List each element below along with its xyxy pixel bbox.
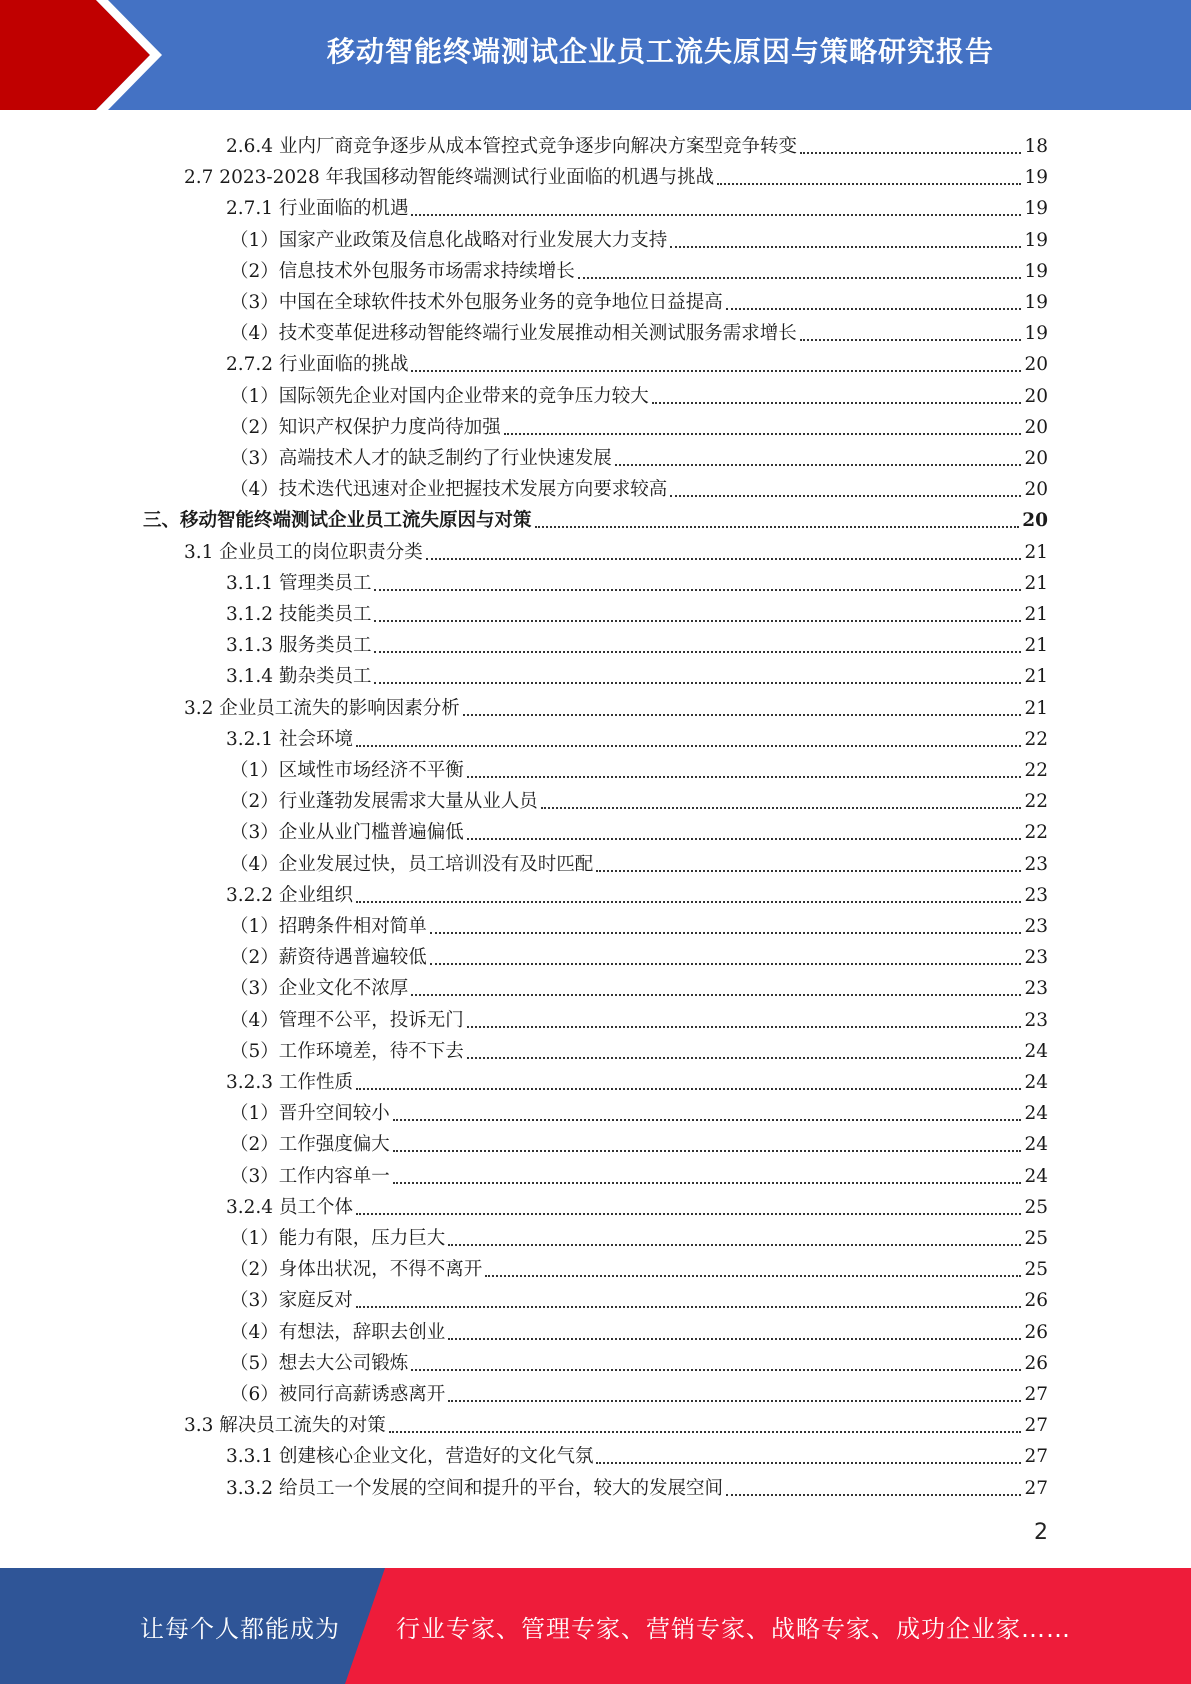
toc-entry[interactable] <box>230 222 1048 253</box>
toc-entry-page: 27 <box>1024 1446 1048 1468</box>
toc-leader-dots <box>448 1244 1021 1246</box>
toc-entry-page: 19 <box>1024 323 1048 345</box>
toc-entry-page: 25 <box>1024 1228 1048 1249</box>
toc-entry-label: 3.3.1 创建核心企业文化，营造好的文化气氛 <box>226 1446 594 1468</box>
toc-entry[interactable] <box>184 534 1048 565</box>
toc-leader-dots <box>356 1213 1022 1215</box>
toc-leader-dots <box>356 901 1022 903</box>
toc-entry-page: 23 <box>1024 884 1048 906</box>
page-number: 2 <box>1034 1520 1048 1545</box>
toc-entry-page: 22 <box>1024 728 1048 750</box>
toc-leader-dots <box>467 776 1022 778</box>
toc-entry[interactable] <box>230 409 1048 440</box>
toc-entry-label: 3.2.1 社会环境 <box>226 728 353 750</box>
toc-entry-page: 22 <box>1024 822 1048 844</box>
toc-entry-label: 3.1 企业员工的岗位职责分类 <box>184 541 423 563</box>
toc-leader-dots <box>578 277 1022 279</box>
toc-leader-dots <box>430 963 1022 965</box>
toc-entry[interactable] <box>230 253 1048 284</box>
toc-entry-label: 3.2 企业员工流失的影响因素分析 <box>184 697 460 719</box>
toc-leader-dots <box>393 1182 1022 1184</box>
toc-leader-dots <box>448 1338 1021 1340</box>
toc-entry[interactable] <box>230 752 1048 783</box>
toc-entry[interactable] <box>230 1282 1048 1313</box>
toc-entry[interactable] <box>230 970 1048 1001</box>
toc-entry-page: 20 <box>1022 510 1048 532</box>
toc-entry-page: 26 <box>1024 1321 1048 1343</box>
toc-leader-dots <box>389 1431 1022 1433</box>
toc-entry[interactable] <box>226 596 1048 627</box>
page-header <box>0 0 1191 110</box>
toc-entry[interactable] <box>184 1407 1048 1438</box>
toc-entry[interactable] <box>230 908 1048 939</box>
toc-entry-label: （4）管理不公平，投诉无门 <box>230 1009 464 1031</box>
toc-entry-page: 19 <box>1024 167 1048 189</box>
toc-entry[interactable] <box>230 939 1048 970</box>
toc-leader-dots <box>504 433 1022 435</box>
toc-entry-label: （2）知识产权保护力度尚待加强 <box>230 416 501 438</box>
footer-slogan: 让每个人都能成为 <box>140 1614 340 1643</box>
toc-leader-dots <box>411 214 1021 216</box>
toc-entry[interactable] <box>226 627 1048 658</box>
toc-entry[interactable] <box>230 1376 1048 1407</box>
toc-entry-page: 18 <box>1024 136 1048 157</box>
toc-entry-page: 19 <box>1024 292 1048 313</box>
toc-entry-page: 23 <box>1024 978 1048 1000</box>
toc-entry-label: （3）企业从业门槛普遍偏低 <box>230 822 464 844</box>
toc-entry-label: 3.1.3 服务类员工 <box>226 635 372 657</box>
toc-leader-dots <box>800 339 1022 341</box>
toc-leader-dots <box>426 558 1022 560</box>
toc-entry-page: 27 <box>1024 1415 1048 1437</box>
toc-entry-label: 3.2.3 工作性质 <box>226 1072 353 1093</box>
toc-entry[interactable] <box>230 1345 1048 1376</box>
toc-entry-page: 21 <box>1024 541 1048 563</box>
toc-entry-label: 3.3 解决员工流失的对策 <box>184 1415 386 1437</box>
toc-entry-label: 3.2.2 企业组织 <box>226 884 353 906</box>
toc-entry-label: （2）信息技术外包服务市场需求持续增长 <box>230 260 575 282</box>
toc-entry-page: 25 <box>1024 1196 1048 1218</box>
toc-entry-label: （4）有想法，辞职去创业 <box>230 1321 446 1343</box>
toc-leader-dots <box>670 495 1021 497</box>
toc-entry-label: （2）薪资待遇普遍较低 <box>230 947 427 969</box>
toc-leader-dots <box>393 1150 1022 1152</box>
toc-entry[interactable] <box>226 721 1048 752</box>
toc-leader-dots <box>356 745 1022 747</box>
toc-entry-page: 23 <box>1024 1009 1048 1031</box>
toc-entry[interactable] <box>230 471 1048 502</box>
toc-leader-dots <box>726 1494 1021 1496</box>
toc-entry-page: 24 <box>1024 1040 1048 1062</box>
toc-entry[interactable] <box>230 1220 1048 1251</box>
toc-entry[interactable] <box>184 690 1048 721</box>
toc-entry-label: 2.7 2023-2028 年我国移动智能终端测试行业面临的机遇与挑战 <box>184 167 715 189</box>
report-title: 移动智能终端测试企业员工流失原因与策略研究报告 <box>326 35 994 68</box>
toc-entry-label: 2.6.4 业内厂商竞争逐步从成本管控式竞争逐步向解决方案型竞争转变 <box>226 136 797 157</box>
toc-leader-dots <box>430 932 1022 934</box>
toc-entry[interactable] <box>230 1314 1048 1345</box>
toc-entry[interactable] <box>226 658 1048 689</box>
toc-entry-label: （3）工作内容单一 <box>230 1165 390 1187</box>
toc-leader-dots <box>535 526 1020 528</box>
toc-entry-page: 19 <box>1024 198 1048 220</box>
toc-entry[interactable] <box>230 814 1048 845</box>
toc-entry-page: 23 <box>1024 853 1048 875</box>
toc-entry[interactable] <box>226 1470 1048 1501</box>
toc-entry-label: （5）想去大公司锻炼 <box>230 1352 409 1374</box>
toc-leader-dots <box>374 682 1021 684</box>
toc-entry[interactable] <box>184 159 1048 190</box>
toc-entry[interactable] <box>230 284 1048 315</box>
toc-leader-dots <box>596 870 1021 872</box>
toc-entry[interactable] <box>226 877 1048 908</box>
toc-entry-page: 24 <box>1024 1134 1048 1156</box>
toc-leader-dots <box>463 714 1022 716</box>
toc-entry[interactable] <box>226 346 1048 377</box>
toc-entry-label: （2）工作强度偏大 <box>230 1134 390 1156</box>
toc-entry-label: （1）区域性市场经济不平衡 <box>230 760 464 781</box>
toc-entry[interactable] <box>226 1064 1048 1095</box>
toc-entry-label: （5）工作环境差，待不下去 <box>230 1040 464 1062</box>
toc-entry-page: 21 <box>1024 635 1048 657</box>
toc-leader-dots <box>726 308 1022 310</box>
toc-leader-dots <box>467 1026 1022 1028</box>
toc-entry-page: 27 <box>1024 1384 1048 1405</box>
toc-entry[interactable] <box>226 1189 1048 1220</box>
toc-leader-dots <box>800 152 1021 154</box>
toc-entry-page: 20 <box>1024 479 1048 501</box>
toc-entry-label: （4）企业发展过快，员工培训没有及时匹配 <box>230 853 594 875</box>
toc-leader-dots <box>374 589 1021 591</box>
toc-entry-label: （2）身体出状况，不得不离开 <box>230 1259 483 1281</box>
toc-entry-page: 26 <box>1024 1290 1048 1312</box>
toc-entry-label: （3）企业文化不浓厚 <box>230 978 409 1000</box>
toc-entry[interactable] <box>230 1033 1048 1064</box>
toc-entry-label: （2）行业蓬勃发展需求大量从业人员 <box>230 791 538 813</box>
toc-entry-page: 19 <box>1024 229 1048 251</box>
toc-entry-label: 3.1.2 技能类员工 <box>226 604 372 625</box>
toc-leader-dots <box>652 402 1022 404</box>
toc-leader-dots <box>374 651 1021 653</box>
toc-leader-dots <box>670 246 1021 248</box>
toc-entry[interactable] <box>230 1002 1048 1033</box>
toc-entry[interactable] <box>230 1158 1048 1189</box>
toc-entry-page: 19 <box>1024 260 1048 282</box>
toc-leader-dots <box>467 1057 1022 1059</box>
toc-entry-page: 21 <box>1024 604 1048 625</box>
toc-entry-label: （1）国际领先企业对国内企业带来的竞争压力较大 <box>230 385 649 407</box>
toc-leader-dots <box>411 994 1021 996</box>
toc-leader-dots <box>356 1088 1022 1090</box>
toc-entry-page: 20 <box>1024 448 1048 469</box>
toc-entry-label: （3）中国在全球软件技术外包服务业务的竞争地位日益提高 <box>230 292 723 313</box>
toc-entry[interactable] <box>226 1438 1048 1469</box>
toc-entry-page: 27 <box>1024 1477 1048 1499</box>
toc-entry[interactable] <box>226 190 1048 221</box>
toc-entry-page: 26 <box>1024 1352 1048 1374</box>
toc-entry-label: （4）技术迭代迅速对企业把握技术发展方向要求较高 <box>230 479 668 501</box>
toc-entry-page: 25 <box>1024 1259 1048 1281</box>
toc-leader-dots <box>717 183 1021 185</box>
toc-entry[interactable] <box>143 502 1048 533</box>
toc-entry-label: （3）家庭反对 <box>230 1290 353 1312</box>
toc-entry-label: 3.1.4 勤杂类员工 <box>226 666 372 688</box>
toc-entry-label: 2.7.2 行业面临的挑战 <box>226 354 409 376</box>
toc-leader-dots <box>374 620 1021 622</box>
toc-entry-page: 21 <box>1024 572 1048 594</box>
toc-entry-label: （1）晋升空间较小 <box>230 1103 390 1125</box>
toc-leader-dots <box>596 1462 1021 1464</box>
toc-entry[interactable] <box>226 128 1048 159</box>
toc-entry-label: （1）能力有限，压力巨大 <box>230 1228 446 1249</box>
toc-entry-page: 24 <box>1024 1165 1048 1187</box>
toc-entry-page: 23 <box>1024 947 1048 969</box>
toc-entry-page: 20 <box>1024 416 1048 438</box>
toc-leader-dots <box>615 464 1022 466</box>
toc-entry[interactable] <box>230 1126 1048 1157</box>
toc-entry-label: 3.1.1 管理类员工 <box>226 572 372 594</box>
toc-entry-page: 24 <box>1024 1072 1048 1093</box>
toc-leader-dots <box>393 1119 1022 1121</box>
toc-entry-page: 22 <box>1024 791 1048 813</box>
toc-leader-dots <box>411 370 1021 372</box>
toc-entry-label: （1）招聘条件相对简单 <box>230 916 427 937</box>
toc-entry-label: （1）国家产业政策及信息化战略对行业发展大力支持 <box>230 229 668 251</box>
toc-entry-label: 三、移动智能终端测试企业员工流失原因与对策 <box>143 510 532 532</box>
header-arrow-icon <box>0 0 170 110</box>
toc-leader-dots <box>356 1306 1022 1308</box>
toc-entry[interactable] <box>230 440 1048 471</box>
toc-leader-dots <box>485 1275 1021 1277</box>
toc-entry-page: 20 <box>1024 385 1048 407</box>
toc-entry[interactable] <box>230 378 1048 409</box>
toc-leader-dots <box>467 838 1022 840</box>
toc-entry-page: 20 <box>1024 354 1048 376</box>
toc-entry-label: （4）技术变革促进移动智能终端行业发展推动相关测试服务需求增长 <box>230 323 797 345</box>
toc-entry-page: 23 <box>1024 916 1048 937</box>
toc-entry-page: 21 <box>1024 697 1048 719</box>
toc-entry[interactable] <box>230 1095 1048 1126</box>
toc-entry-label: 3.3.2 给员工一个发展的空间和提升的平台，较大的发展空间 <box>226 1477 723 1499</box>
toc-entry[interactable] <box>230 846 1048 877</box>
toc-entry-page: 22 <box>1024 760 1048 781</box>
toc-entry[interactable] <box>230 783 1048 814</box>
toc-entry-label: （3）高端技术人才的缺乏制约了行业快速发展 <box>230 448 612 469</box>
toc-leader-dots <box>411 1369 1021 1371</box>
toc-entry[interactable] <box>226 565 1048 596</box>
toc-entry[interactable] <box>230 1251 1048 1282</box>
toc-entry-label: （6）被同行高薪诱惑离开 <box>230 1384 446 1405</box>
toc-leader-dots <box>541 807 1022 809</box>
footer-roles: 行业专家、管理专家、营销专家、战略专家、成功企业家…… <box>396 1614 1071 1643</box>
toc-entry[interactable] <box>230 315 1048 346</box>
toc-entry-page: 24 <box>1024 1103 1048 1125</box>
toc-entry-label: 3.2.4 员工个体 <box>226 1196 353 1218</box>
toc-leader-dots <box>448 1400 1021 1402</box>
toc-entry-page: 21 <box>1024 666 1048 688</box>
toc-entry-label: 2.7.1 行业面临的机遇 <box>226 198 409 220</box>
page-footer <box>0 1568 1191 1684</box>
